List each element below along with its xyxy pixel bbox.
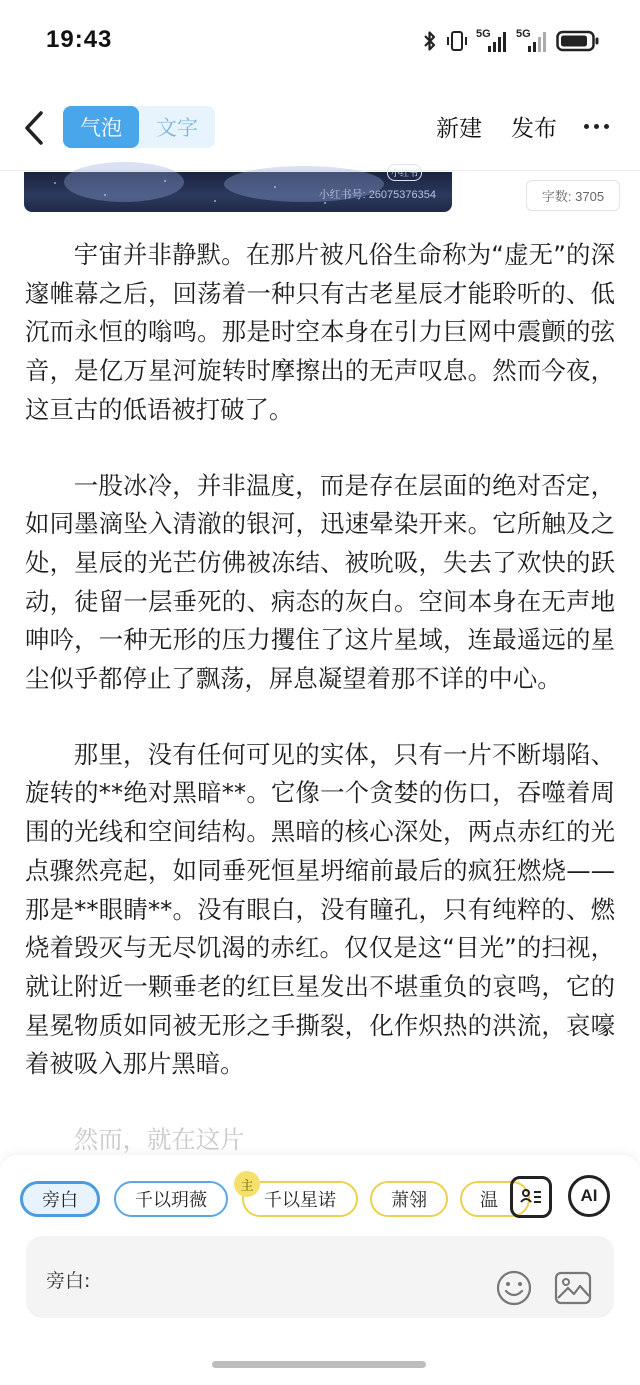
network-label-1: 5G [476,28,491,40]
signal-icon [476,28,508,54]
role-chip-narrator[interactable]: 旁白 [20,1181,100,1217]
article-paragraph: 一股冰冷，并非温度，而是存在层面的绝对否定，如同墨滴坠入清澈的银河，迅速晕染开来。它所触及之处，星辰的光芒仿佛被冻结、被吮吸，失去了欢快的跃动，徒留一层垂死的、病态的灰白。空间本身在无声地呻吟，一种无形的压力攫住了这片星域，连最遥远的星尘似乎都停止了飘荡，屏息凝望着那不详的中心。 [25,470,615,694]
status-bar [0,0,640,80]
input-speaker-label: 旁白: [46,1270,91,1292]
signal-icon-2 [516,28,548,54]
mode-toggle [63,106,215,148]
image-icon [554,1270,592,1306]
nav-bar [0,96,640,160]
bluetooth-icon [422,29,438,53]
word-count-badge: 字数: 3705 [526,180,620,211]
ai-button[interactable]: AI [568,1175,610,1217]
back-button[interactable] [18,106,50,150]
watermark-id: 小红书号: 26075376354 [318,189,436,201]
article-paragraph-partial: 然而，就在这片 [73,1125,245,1155]
role-chip[interactable]: 萧翎 [370,1181,448,1217]
emoji-icon [496,1270,532,1306]
article-paragraph: 那里，没有任何可见的实体，只有一片不断塌陷、旋转的**绝对黑暗**。它像一个贪婪的伤口，吞噬着周围的光线和空间结构。黑暗的核心深处，两点赤红的光点骤然亮起，如同垂死恒星坍缩前最后的疯狂燃烧——那是**眼睛**。没有眼白，没有瞳孔，只有纯粹的、燃烧着毁灭与无尽饥渴的赤红。仅仅是这“目光”的扫视，就让附近一颗垂老的红巨星发出不堪重负的哀鸣，它的星冕物质如同被无形之手撕裂，化作炽热的洪流，哀嚎着被吸入那片黑暗。 [25,739,615,1079]
contact-card-icon [519,1185,543,1209]
publish-button[interactable]: 发布 [511,116,557,142]
role-chip[interactable]: 千以玥薇 [114,1181,228,1217]
chevron-left-icon [23,110,45,146]
more-icon[interactable] [584,124,609,129]
new-button[interactable]: 新建 [436,116,482,142]
article-paragraph: 宇宙并非静默。在那片被凡俗生命称为“虚无”的深邃帷幕之后，回荡着一种只有古老星辰才能聆听的、低沉而永恒的嗡鸣。那是时空本身在引力巨网中震颤的弦音，是亿万星河旋转时摩擦出的无声叹息。然而今夜，这亘古的低语被打破了。 [25,240,615,424]
emoji-button[interactable] [496,1270,532,1306]
home-indicator[interactable] [212,1361,426,1368]
status-icons [422,26,600,56]
battery-icon [556,29,600,53]
watermark-logo: 小红书 [387,164,422,181]
role-chip[interactable]: 温 [460,1181,530,1217]
input-box [26,1236,614,1318]
article-body[interactable] [25,236,615,1155]
role-chip-main[interactable]: 千以星诺 [242,1181,358,1217]
network-label-2: 5G [516,28,531,40]
status-time: 19:43 [46,26,113,53]
role-manage-button[interactable] [510,1176,552,1218]
mode-text-tab[interactable]: 文字 [156,116,198,140]
dialogue-input[interactable] [108,1262,488,1292]
main-role-badge: 主 [234,1171,260,1197]
cover-image[interactable] [24,169,452,212]
image-upload-button[interactable] [554,1270,592,1306]
vibrate-icon [446,29,468,53]
mode-bubble-tab[interactable]: 气泡 [63,106,139,148]
